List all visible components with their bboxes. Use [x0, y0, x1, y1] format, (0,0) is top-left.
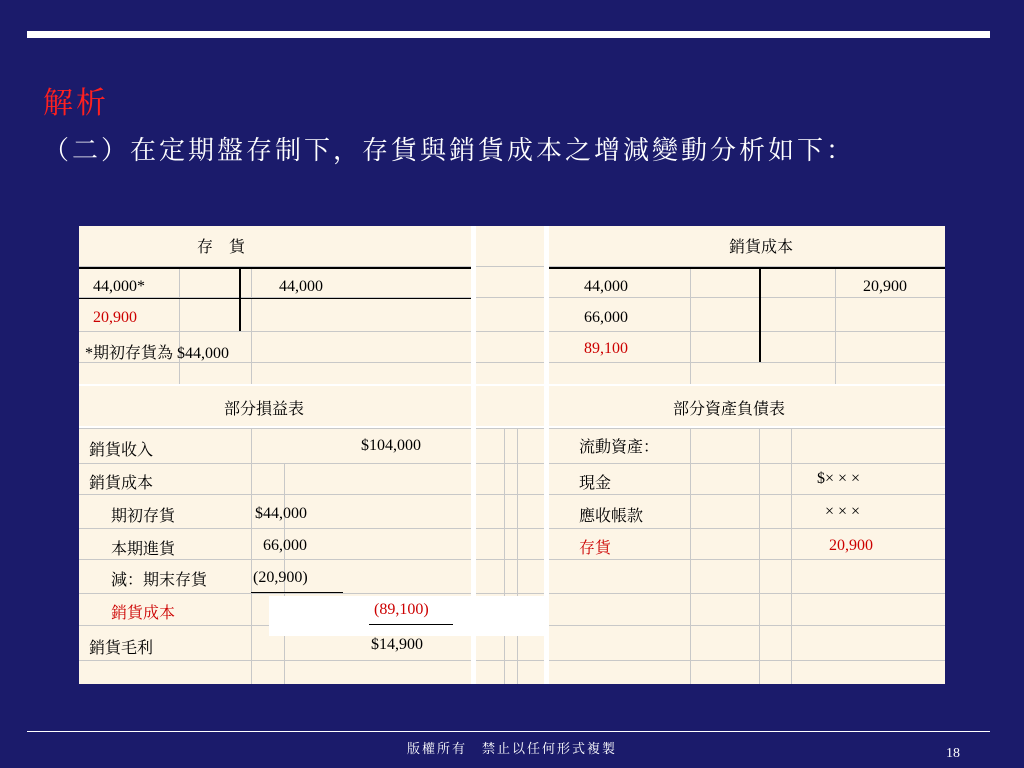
cash-label: 現金 — [579, 475, 612, 492]
cash-value: $× × × — [817, 470, 861, 487]
cogs-account-header: 銷貨成本 — [729, 239, 794, 256]
cogs-debit-purchases: 66,000 — [584, 309, 628, 326]
section-title: 解析 — [43, 86, 109, 121]
cogs-credit-ending: 20,900 — [863, 278, 907, 295]
ending-inventory-label: 減：期末存貨 — [111, 572, 208, 589]
purchases-label: 本期進貨 — [111, 541, 176, 558]
cogs-label: 銷貨成本 — [89, 475, 154, 492]
inventory-footnote: *期初存貨為 $44,000 — [85, 345, 230, 362]
cogs-debit-beginning: 44,000 — [584, 278, 628, 295]
sales-label: 銷貨收入 — [89, 442, 154, 459]
purchases-value: 66,000 — [263, 537, 307, 554]
analysis-table — [79, 226, 945, 684]
beginning-inventory-value: $44,000 — [255, 505, 307, 522]
top-rule — [27, 31, 990, 38]
accounts-receivable-label: 應收帳款 — [579, 508, 644, 525]
inventory-account-header: 存 貨 — [197, 239, 246, 256]
balance-sheet-header: 部分資產負債表 — [673, 401, 786, 418]
accounts-receivable-value: × × × — [825, 503, 861, 520]
cogs-total-value: (89,100) — [374, 601, 429, 618]
sales-value: $104,000 — [361, 437, 421, 454]
inventory-credit-transfer: 44,000 — [279, 278, 323, 295]
cogs-debit-total: 89,100 — [584, 340, 628, 357]
gross-profit-label: 銷貨毛利 — [89, 640, 154, 657]
beginning-inventory-label: 期初存貨 — [111, 508, 176, 525]
copyright-footer: 版權所有 禁止以任何形式複製 — [406, 742, 617, 757]
section-subtitle: （二）在定期盤存制下，存貨與銷貨成本之增減變動分析如下： — [43, 136, 856, 166]
inventory-debit-beginning: 44,000* — [93, 278, 145, 295]
bs-inventory-label: 存貨 — [579, 540, 612, 557]
current-assets-label: 流動資產： — [579, 439, 660, 456]
ending-inventory-value: (20,900) — [253, 569, 308, 586]
inventory-debit-ending: 20,900 — [93, 309, 137, 326]
gross-profit-value: $14,900 — [371, 636, 423, 653]
bs-inventory-value: 20,900 — [829, 537, 873, 554]
page-number: 18 — [946, 746, 960, 761]
cogs-total-label: 銷貨成本 — [111, 605, 176, 622]
bottom-rule — [27, 731, 990, 732]
income-statement-header: 部分損益表 — [224, 401, 305, 418]
